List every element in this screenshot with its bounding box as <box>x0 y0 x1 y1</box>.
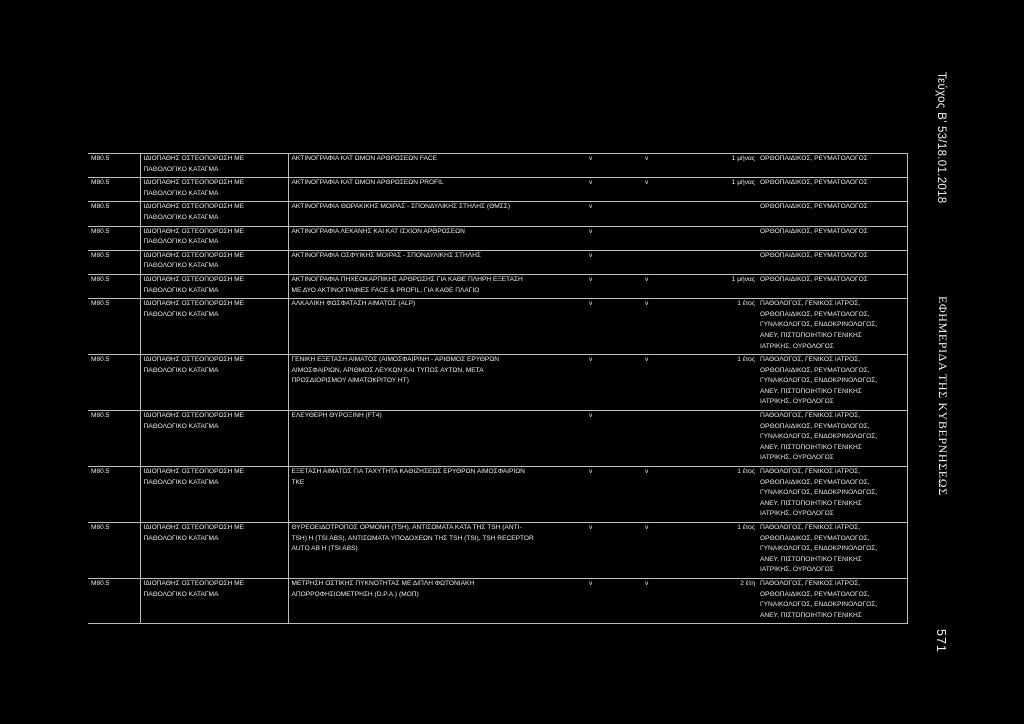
diagnosis-code-cell: M80.5 <box>88 202 140 226</box>
check-column-b-cell <box>642 202 694 226</box>
frequency-cell <box>694 226 757 250</box>
check-column-a-cell: v <box>586 411 642 467</box>
frequency-cell: 1 έτος <box>694 355 757 411</box>
table-row <box>88 411 907 467</box>
table-row <box>88 178 907 202</box>
check-column-b-cell: v <box>642 299 694 355</box>
check-column-b-cell: v <box>642 178 694 202</box>
diagnosis-description-cell: ΙΔΙΟΠΑΘΗΣ ΟΣΤΕΟΠΟΡΩΣΗ ΜΕ ΠΑΘΟΛΟΓΙΚΟ ΚΑΤΑΓΜΑ <box>140 250 288 274</box>
diagnosis-description-cell: ΙΔΙΟΠΑΘΗΣ ΟΣΤΕΟΠΟΡΩΣΗ ΜΕ ΠΑΘΟΛΟΓΙΚΟ ΚΑΤΑΓΜΑ <box>140 578 288 623</box>
table-row <box>88 355 907 411</box>
check-column-a-cell: v <box>586 355 642 411</box>
diagnosis-description-cell: ΙΔΙΟΠΑΘΗΣ ΟΣΤΕΟΠΟΡΩΣΗ ΜΕ ΠΑΘΟΛΟΓΙΚΟ ΚΑΤΑΓΜΑ <box>140 299 288 355</box>
table-row <box>88 202 907 226</box>
examination-name-cell: ΑΚΤΙΝΟΓΡΑΦΙΑ ΚΑΤ ΩΜΟΝ ΑΡΘΡΩΣΕΩΝ FACE <box>288 154 586 178</box>
diagnosis-code-cell: M80.5 <box>88 178 140 202</box>
diagnosis-description-cell: ΙΔΙΟΠΑΘΗΣ ΟΣΤΕΟΠΟΡΩΣΗ ΜΕ ΠΑΘΟΛΟΓΙΚΟ ΚΑΤΑΓΜΑ <box>140 467 288 523</box>
examination-name-cell: ΑΚΤΙΝΟΓΡΑΦΙΑ ΟΣΦΥΙΚΗΣ ΜΟΙΡΑΣ - ΣΠΟΝΔΥΛΙΚΗΣ ΣΤΗΛΗΣ <box>288 250 586 274</box>
table-body <box>88 154 907 624</box>
specialty-cell: ΠΑΘΟΛΟΓΟΣ, ΓΕΝΙΚΟΣ ΙΑΤΡΟΣ, ΟΡΘΟΠΑΙΔΙΚΟΣ, ΡΕΥΜΑΤΟΛΟΓΟΣ, ΓΥΝΑΙΚΟΛΟΓΟΣ, ΕΝΔΟΚΡΙΝΟΛΟΓΟΣ, ΑΝΕΥ, ΠΙΣΤΟΠΟΙΗΤΙΚΟ ΓΕΝΙΚΗΣ <box>757 578 907 623</box>
frequency-cell: 1 έτος <box>694 523 757 579</box>
check-column-b-cell <box>642 226 694 250</box>
examination-name-cell: ΕΞΕΤΑΣΗ ΑΙΜΑΤΟΣ ΓΙΑ ΤΑΧΥΤΗΤΑ ΚΑΘΙΖΗΣΕΩΣ ΕΡΥΘΡΩΝ ΑΙΜΟΣΦΑΙΡΙΩΝ ΤΚΕ <box>288 467 586 523</box>
diagnosis-code-cell: M80.5 <box>88 467 140 523</box>
check-column-a-cell: v <box>586 226 642 250</box>
gazette-title: ΕΦΗΜΕΡΙΔΑ ΤΗΣ ΚΥΒΕΡΝΗΣΕΩΣ <box>936 296 950 496</box>
specialty-cell: ΟΡΘΟΠΑΙΔΙΚΟΣ, ΡΕΥΜΑΤΟΛΟΓΟΣ <box>757 274 907 298</box>
diagnosis-code-cell: M80.5 <box>88 299 140 355</box>
examination-name-cell: ΑΚΤΙΝΟΓΡΑΦΙΑ ΠΗΧΕΟΚΑΡΠΙΚΗΣ ΑΡΘΡΩΣΗΣ ΓΙΑ ΚΑΘΕ ΠΛΗΡΗ ΕΞΕΤΑΣΗ ΜΕ ΔΥΟ ΑΚΤΙΝΟΓΡΑΦΙΕΣ FACE & PROFIL, ΓΙΑ ΚΑΘΕ ΠΛΑΓΙΟ <box>288 274 586 298</box>
specialty-cell: ΟΡΘΟΠΑΙΔΙΚΟΣ, ΡΕΥΜΑΤΟΛΟΓΟΣ <box>757 154 907 178</box>
frequency-cell <box>694 411 757 467</box>
check-column-b-cell: v <box>642 578 694 623</box>
frequency-cell: 1 μήνας <box>694 154 757 178</box>
examination-name-cell: ΑΚΤΙΝΟΓΡΑΦΙΑ ΛΕΚΑΝΗΣ ΚΑΙ ΚΑΤ ΙΣΧΙΟΝ ΑΡΘΡΩΣΕΩΝ <box>288 226 586 250</box>
specialty-cell: ΟΡΘΟΠΑΙΔΙΚΟΣ, ΡΕΥΜΑΤΟΛΟΓΟΣ <box>757 178 907 202</box>
frequency-cell: 1 μήνας <box>694 274 757 298</box>
diagnosis-description-cell: ΙΔΙΟΠΑΘΗΣ ΟΣΤΕΟΠΟΡΩΣΗ ΜΕ ΠΑΘΟΛΟΓΙΚΟ ΚΑΤΑΓΜΑ <box>140 154 288 178</box>
specialty-cell: ΠΑΘΟΛΟΓΟΣ, ΓΕΝΙΚΟΣ ΙΑΤΡΟΣ, ΟΡΘΟΠΑΙΔΙΚΟΣ, ΡΕΥΜΑΤΟΛΟΓΟΣ, ΓΥΝΑΙΚΟΛΟΓΟΣ, ΕΝΔΟΚΡΙΝΟΛΟΓΟΣ, ΑΝΕΥ, ΠΙΣΤΟΠΟΙΗΤΙΚΟ ΓΕΝΙΚΗΣ ΙΑΤΡΙΚΗΣ, ΟΥΡΟΛΟΓΟΣ <box>757 299 907 355</box>
check-column-b-cell: v <box>642 154 694 178</box>
diagnosis-description-cell: ΙΔΙΟΠΑΘΗΣ ΟΣΤΕΟΠΟΡΩΣΗ ΜΕ ΠΑΘΟΛΟΓΙΚΟ ΚΑΤΑΓΜΑ <box>140 523 288 579</box>
diagnosis-code-cell: M80.5 <box>88 274 140 298</box>
table-row <box>88 523 907 579</box>
table-row <box>88 226 907 250</box>
check-column-b-cell: v <box>642 523 694 579</box>
check-column-a-cell: v <box>586 274 642 298</box>
check-column-a-cell: v <box>586 202 642 226</box>
diagnosis-code-cell: M80.5 <box>88 226 140 250</box>
diagnosis-code-cell: M80.5 <box>88 411 140 467</box>
table-row <box>88 274 907 298</box>
table-row <box>88 154 907 178</box>
frequency-cell: 1 έτος <box>694 299 757 355</box>
diagnosis-description-cell: ΙΔΙΟΠΑΘΗΣ ΟΣΤΕΟΠΟΡΩΣΗ ΜΕ ΠΑΘΟΛΟΓΙΚΟ ΚΑΤΑΓΜΑ <box>140 355 288 411</box>
specialty-cell: ΠΑΘΟΛΟΓΟΣ, ΓΕΝΙΚΟΣ ΙΑΤΡΟΣ, ΟΡΘΟΠΑΙΔΙΚΟΣ, ΡΕΥΜΑΤΟΛΟΓΟΣ, ΓΥΝΑΙΚΟΛΟΓΟΣ, ΕΝΔΟΚΡΙΝΟΛΟΓΟΣ, ΑΝΕΥ, ΠΙΣΤΟΠΟΙΗΤΙΚΟ ΓΕΝΙΚΗΣ ΙΑΤΡΙΚΗΣ, ΟΥΡΟΛΟΓΟΣ <box>757 411 907 467</box>
examination-name-cell: ΑΛΚΑΛΙΚΗ ΦΩΣΦΑΤΑΣΗ ΑΙΜΑΤΟΣ (ALP) <box>288 299 586 355</box>
diagnosis-description-cell: ΙΔΙΟΠΑΘΗΣ ΟΣΤΕΟΠΟΡΩΣΗ ΜΕ ΠΑΘΟΛΟΓΙΚΟ ΚΑΤΑΓΜΑ <box>140 411 288 467</box>
check-column-b-cell: v <box>642 467 694 523</box>
examinations-table <box>88 153 908 624</box>
issue-reference: Τεύχος Β’ 53/18.01.2018 <box>935 72 947 204</box>
diagnosis-description-cell: ΙΔΙΟΠΑΘΗΣ ΟΣΤΕΟΠΟΡΩΣΗ ΜΕ ΠΑΘΟΛΟΓΙΚΟ ΚΑΤΑΓΜΑ <box>140 202 288 226</box>
check-column-a-cell: v <box>586 578 642 623</box>
check-column-a-cell: v <box>586 299 642 355</box>
examination-name-cell: ΓΕΝΙΚΗ ΕΞΕΤΑΣΗ ΑΙΜΑΤΟΣ (ΑΙΜΟΣΦΑΙΡΙΝΗ - ΑΡΙΘΜΟΣ ΕΡΥΘΡΩΝ ΑΙΜΟΣΦΑΙΡΙΩΝ, ΑΡΙΘΜΟΣ ΛΕΥΚΩΝ ΚΑΙ ΤΥΠΟΣ ΑΥΤΩΝ, ΜΕΤΑ ΠΡΟΣΔΙΟΡΙΣΜΟΥ ΑΙΜΑΤΟΚΡΙΤΟΥ ΗΤ) <box>288 355 586 411</box>
specialty-cell: ΟΡΘΟΠΑΙΔΙΚΟΣ, ΡΕΥΜΑΤΟΛΟΓΟΣ <box>757 226 907 250</box>
diagnosis-description-cell: ΙΔΙΟΠΑΘΗΣ ΟΣΤΕΟΠΟΡΩΣΗ ΜΕ ΠΑΘΟΛΟΓΙΚΟ ΚΑΤΑΓΜΑ <box>140 178 288 202</box>
examination-name-cell: ΕΛΕΥΘΕΡΗ ΘΥΡΟΞΙΝΗ (FT4) <box>288 411 586 467</box>
check-column-a-cell: v <box>586 178 642 202</box>
table-row <box>88 578 907 623</box>
diagnosis-code-cell: M80.5 <box>88 578 140 623</box>
examination-name-cell: ΑΚΤΙΝΟΓΡΑΦΙΑ ΘΩΡΑΚΙΚΗΣ ΜΟΙΡΑΣ - ΣΠΟΝΔΥΛΙΚΗΣ ΣΤΗΛΗΣ (ΘΜΣΣ) <box>288 202 586 226</box>
frequency-cell <box>694 202 757 226</box>
check-column-a-cell: v <box>586 250 642 274</box>
check-column-a-cell: v <box>586 523 642 579</box>
examination-name-cell: ΜΕΤΡΗΣΗ ΟΣΤΙΚΗΣ ΠΥΚΝΟΤΗΤΑΣ ΜΕ ΔΙΠΛΗ ΦΩΤΟΝΙΑΚΗ ΑΠΟΡΡΟΦΗΣΙΟΜΕΤΡΗΣΗ (D.P.A.) (ΜΟΠ) <box>288 578 586 623</box>
examination-name-cell: ΘΥΡΕΟΕΙΔΟΤΡΟΠΟΣ ΟΡΜΟΝΗ (TSH), ΑΝΤΙΣΩΜΑΤΑ ΚΑΤΑ ΤΗΣ TSH (ANTI- TSH) Η (TSI ABS), ΑΝΤΙΣΩΜΑΤΑ ΥΠΟΔΟΧΕΩΝ ΤΗΣ TSH (TSI), TSH RECEPTOR AUTO AB Η (TSI ABS) <box>288 523 586 579</box>
examination-name-cell: ΑΚΤΙΝΟΓΡΑΦΙΑ ΚΑΤ ΩΜΟΝ ΑΡΘΡΩΣΕΩΝ PROFIL <box>288 178 586 202</box>
specialty-cell: ΟΡΘΟΠΑΙΔΙΚΟΣ, ΡΕΥΜΑΤΟΛΟΓΟΣ <box>757 250 907 274</box>
check-column-b-cell <box>642 411 694 467</box>
specialty-cell: ΠΑΘΟΛΟΓΟΣ, ΓΕΝΙΚΟΣ ΙΑΤΡΟΣ, ΟΡΘΟΠΑΙΔΙΚΟΣ, ΡΕΥΜΑΤΟΛΟΓΟΣ, ΓΥΝΑΙΚΟΛΟΓΟΣ, ΕΝΔΟΚΡΙΝΟΛΟΓΟΣ, ΑΝΕΥ, ΠΙΣΤΟΠΟΙΗΤΙΚΟ ΓΕΝΙΚΗΣ ΙΑΤΡΙΚΗΣ, ΟΥΡΟΛΟΓΟΣ <box>757 355 907 411</box>
diagnosis-code-cell: M80.5 <box>88 154 140 178</box>
check-column-b-cell: v <box>642 355 694 411</box>
diagnosis-code-cell: M80.5 <box>88 250 140 274</box>
frequency-cell <box>694 250 757 274</box>
page-number: 571 <box>934 629 948 653</box>
frequency-cell: 1 έτος <box>694 467 757 523</box>
check-column-b-cell <box>642 250 694 274</box>
diagnosis-description-cell: ΙΔΙΟΠΑΘΗΣ ΟΣΤΕΟΠΟΡΩΣΗ ΜΕ ΠΑΘΟΛΟΓΙΚΟ ΚΑΤΑΓΜΑ <box>140 274 288 298</box>
check-column-a-cell: v <box>586 467 642 523</box>
specialty-cell: ΠΑΘΟΛΟΓΟΣ, ΓΕΝΙΚΟΣ ΙΑΤΡΟΣ, ΟΡΘΟΠΑΙΔΙΚΟΣ, ΡΕΥΜΑΤΟΛΟΓΟΣ, ΓΥΝΑΙΚΟΛΟΓΟΣ, ΕΝΔΟΚΡΙΝΟΛΟΓΟΣ, ΑΝΕΥ, ΠΙΣΤΟΠΟΙΗΤΙΚΟ ΓΕΝΙΚΗΣ ΙΑΤΡΙΚΗΣ, ΟΥΡΟΛΟΓΟΣ <box>757 467 907 523</box>
frequency-cell: 2 έτη <box>694 578 757 623</box>
diagnosis-description-cell: ΙΔΙΟΠΑΘΗΣ ΟΣΤΕΟΠΟΡΩΣΗ ΜΕ ΠΑΘΟΛΟΓΙΚΟ ΚΑΤΑΓΜΑ <box>140 226 288 250</box>
diagnosis-code-cell: M80.5 <box>88 523 140 579</box>
table-row <box>88 467 907 523</box>
frequency-cell: 1 μήνας <box>694 178 757 202</box>
check-column-a-cell: v <box>586 154 642 178</box>
table-row <box>88 250 907 274</box>
check-column-b-cell: v <box>642 274 694 298</box>
specialty-cell: ΟΡΘΟΠΑΙΔΙΚΟΣ, ΡΕΥΜΑΤΟΛΟΓΟΣ <box>757 202 907 226</box>
table-row <box>88 299 907 355</box>
diagnosis-code-cell: M80.5 <box>88 355 140 411</box>
specialty-cell: ΠΑΘΟΛΟΓΟΣ, ΓΕΝΙΚΟΣ ΙΑΤΡΟΣ, ΟΡΘΟΠΑΙΔΙΚΟΣ, ΡΕΥΜΑΤΟΛΟΓΟΣ, ΓΥΝΑΙΚΟΛΟΓΟΣ, ΕΝΔΟΚΡΙΝΟΛΟΓΟΣ, ΑΝΕΥ, ΠΙΣΤΟΠΟΙΗΤΙΚΟ ΓΕΝΙΚΗΣ ΙΑΤΡΙΚΗΣ, ΟΥΡΟΛΟΓΟΣ <box>757 523 907 579</box>
